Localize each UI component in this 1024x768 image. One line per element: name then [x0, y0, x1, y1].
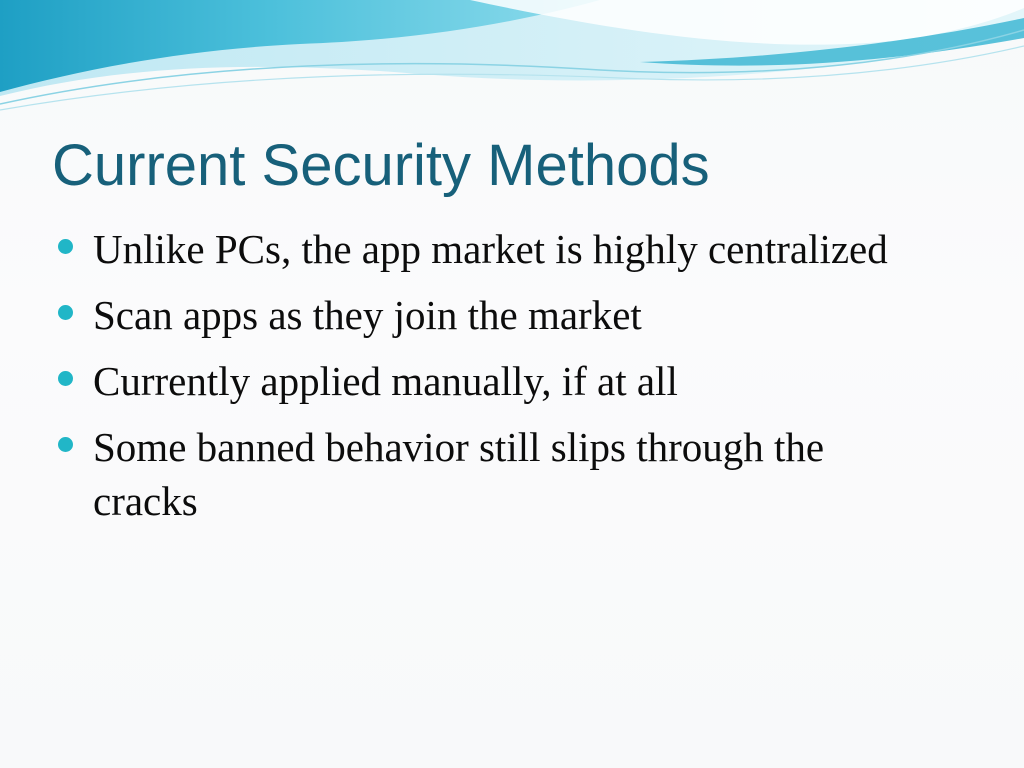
bullet-text: Currently applied manually, if at all: [93, 358, 678, 404]
bullet-list: [58, 222, 938, 540]
bullet-item: [58, 420, 938, 528]
wave-header-decoration: [0, 0, 1024, 120]
bullet-item: [58, 222, 938, 276]
bullet-item: [58, 354, 938, 408]
bullet-text: Some banned behavior still slips through the cracks: [93, 424, 825, 524]
bullet-marker-icon: [58, 371, 73, 386]
bullet-text: Scan apps as they join the market: [93, 292, 642, 338]
bullet-marker-icon: [58, 239, 73, 254]
bullet-text: Unlike PCs, the app market is highly centralized: [93, 226, 888, 272]
bullet-marker-icon: [58, 437, 73, 452]
bullet-marker-icon: [58, 305, 73, 320]
bullet-item: [58, 288, 938, 342]
slide-title: Current Security Methods: [52, 133, 710, 198]
